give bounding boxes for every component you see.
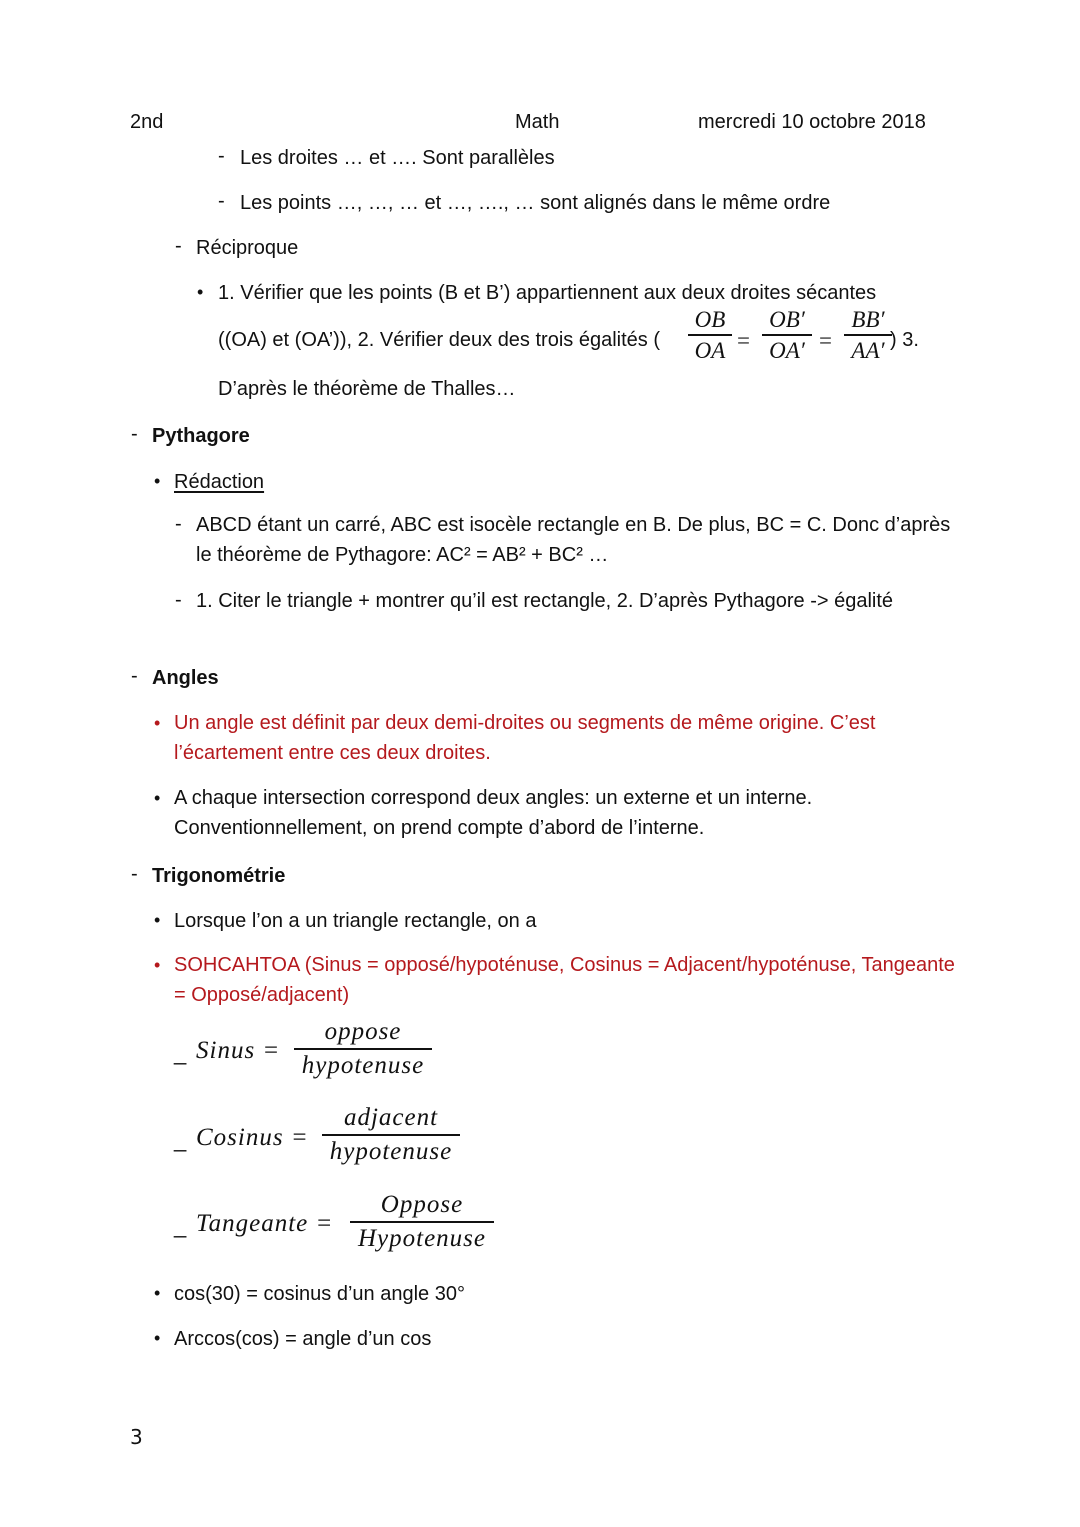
bullet-marker: • bbox=[154, 788, 161, 808]
trigo-item4: Arccos(cos) = angle d’un cos bbox=[174, 1328, 432, 1350]
small-dash-marker: _ bbox=[174, 1127, 187, 1152]
pythagore-item2: 1. Citer le triangle + montrer qu’il est rectangle, 2. D’après Pythagore -> égalité bbox=[196, 590, 894, 612]
reciproque-label: Réciproque bbox=[196, 237, 299, 259]
section-title-pythagore: Pythagore bbox=[152, 425, 250, 447]
dash-marker: - bbox=[131, 423, 138, 445]
bullet-marker: • bbox=[154, 471, 161, 491]
fraction-bar bbox=[762, 334, 812, 336]
fraction-tangeante bbox=[350, 1191, 494, 1252]
fraction-sinus bbox=[294, 1018, 432, 1079]
fraction-bar bbox=[322, 1134, 460, 1136]
fraction-bar bbox=[688, 334, 732, 336]
dash-marker: - bbox=[175, 235, 182, 257]
thales-line1: Les droites … et …. Sont parallèles bbox=[240, 147, 555, 169]
fraction-numerator: Oppose bbox=[380, 1191, 464, 1218]
thales-line2: Les points …, …, … et …, …., … sont alignés dans le même ordre bbox=[240, 192, 831, 214]
bullet-marker: • bbox=[154, 955, 161, 975]
fraction-bar bbox=[844, 334, 892, 336]
fraction-bar bbox=[350, 1221, 494, 1223]
cosinus-label: Cosinus = bbox=[196, 1124, 309, 1151]
bullet-marker: • bbox=[154, 713, 161, 733]
angles-item2: A chaque intersection correspond deux angles: un externe et un interne. Conventionnellement, on prend compte d’abord de l’interne. bbox=[174, 787, 813, 839]
fraction-numerator: OB′ bbox=[769, 307, 805, 332]
tangeante-label: Tangeante = bbox=[196, 1210, 334, 1237]
small-dash-marker: _ bbox=[174, 1040, 187, 1065]
dash-marker: - bbox=[175, 589, 182, 611]
trigo-item1: Lorsque l’on a un triangle rectangle, on a bbox=[174, 910, 537, 932]
fraction-ob-oa bbox=[688, 307, 732, 364]
angles-item1: Un angle est définit par deux demi-droites ou segments de même origine. C’est l’écartement entre ces deux droites. bbox=[174, 712, 876, 764]
sinus-label: Sinus = bbox=[196, 1037, 281, 1064]
small-dash-marker: _ bbox=[174, 1213, 187, 1238]
bullet-marker: • bbox=[154, 1283, 161, 1303]
trigo-item3: cos(30) = cosinus d’un angle 30° bbox=[174, 1283, 465, 1305]
reciproque-line2-start: ((OA) et (OA’)), 2. Vérifier deux des trois égalités ( bbox=[218, 329, 660, 351]
fraction-denominator: Hypotenuse bbox=[357, 1224, 487, 1252]
equals-sign: = bbox=[737, 328, 750, 353]
bullet-marker: • bbox=[154, 910, 161, 930]
redaction-label: Rédaction bbox=[174, 471, 265, 493]
page-number: 3 bbox=[130, 1425, 143, 1449]
dash-marker: - bbox=[175, 513, 182, 535]
fraction-cosinus bbox=[322, 1104, 460, 1165]
fraction-bar bbox=[294, 1048, 432, 1050]
bullet-marker: • bbox=[197, 282, 204, 302]
reciproque-line3: D’après le théorème de Thalles… bbox=[218, 378, 516, 400]
fraction-obp-oap bbox=[762, 307, 812, 364]
fraction-denominator: OA bbox=[694, 338, 726, 364]
header-level: 2nd bbox=[130, 111, 164, 133]
dash-marker: - bbox=[218, 145, 225, 167]
fraction-numerator: BB′ bbox=[851, 307, 885, 332]
pythagore-item1: ABCD étant un carré, ABC est isocèle rectangle en B. De plus, BC = C. Donc d’après le théorème de Pythagore: AC² = AB² + BC² … bbox=[196, 514, 951, 566]
dash-marker: - bbox=[131, 863, 138, 885]
trigo-item2: SOHCAHTOA (Sinus = opposé/hypoténuse, Cosinus = Adjacent/hypoténuse, Tangeante = Opposé/adjacent) bbox=[174, 954, 955, 1006]
bullet-marker: • bbox=[154, 1328, 161, 1348]
fraction-numerator: adjacent bbox=[343, 1104, 439, 1131]
reciproque-line1: 1. Vérifier que les points (B et B’) appartiennent aux deux droites sécantes bbox=[218, 282, 877, 304]
fraction-denominator: hypotenuse bbox=[301, 1051, 425, 1079]
header-date: mercredi 10 octobre 2018 bbox=[698, 111, 926, 133]
fraction-numerator: OB bbox=[694, 307, 726, 332]
fraction-numerator: oppose bbox=[324, 1018, 402, 1045]
fraction-denominator: hypotenuse bbox=[329, 1137, 453, 1165]
section-title-angles: Angles bbox=[152, 667, 219, 689]
fraction-denominator: OA′ bbox=[769, 338, 805, 364]
section-title-trigonometrie: Trigonométrie bbox=[152, 865, 286, 887]
fraction-bbp-aap bbox=[844, 307, 892, 364]
dash-marker: - bbox=[218, 190, 225, 212]
equals-sign: = bbox=[819, 328, 832, 353]
header-subject: Math bbox=[515, 111, 560, 133]
dash-marker: - bbox=[131, 665, 138, 687]
reciproque-line2-end: ) 3. bbox=[890, 329, 919, 351]
fraction-denominator: AA′ bbox=[851, 338, 885, 364]
